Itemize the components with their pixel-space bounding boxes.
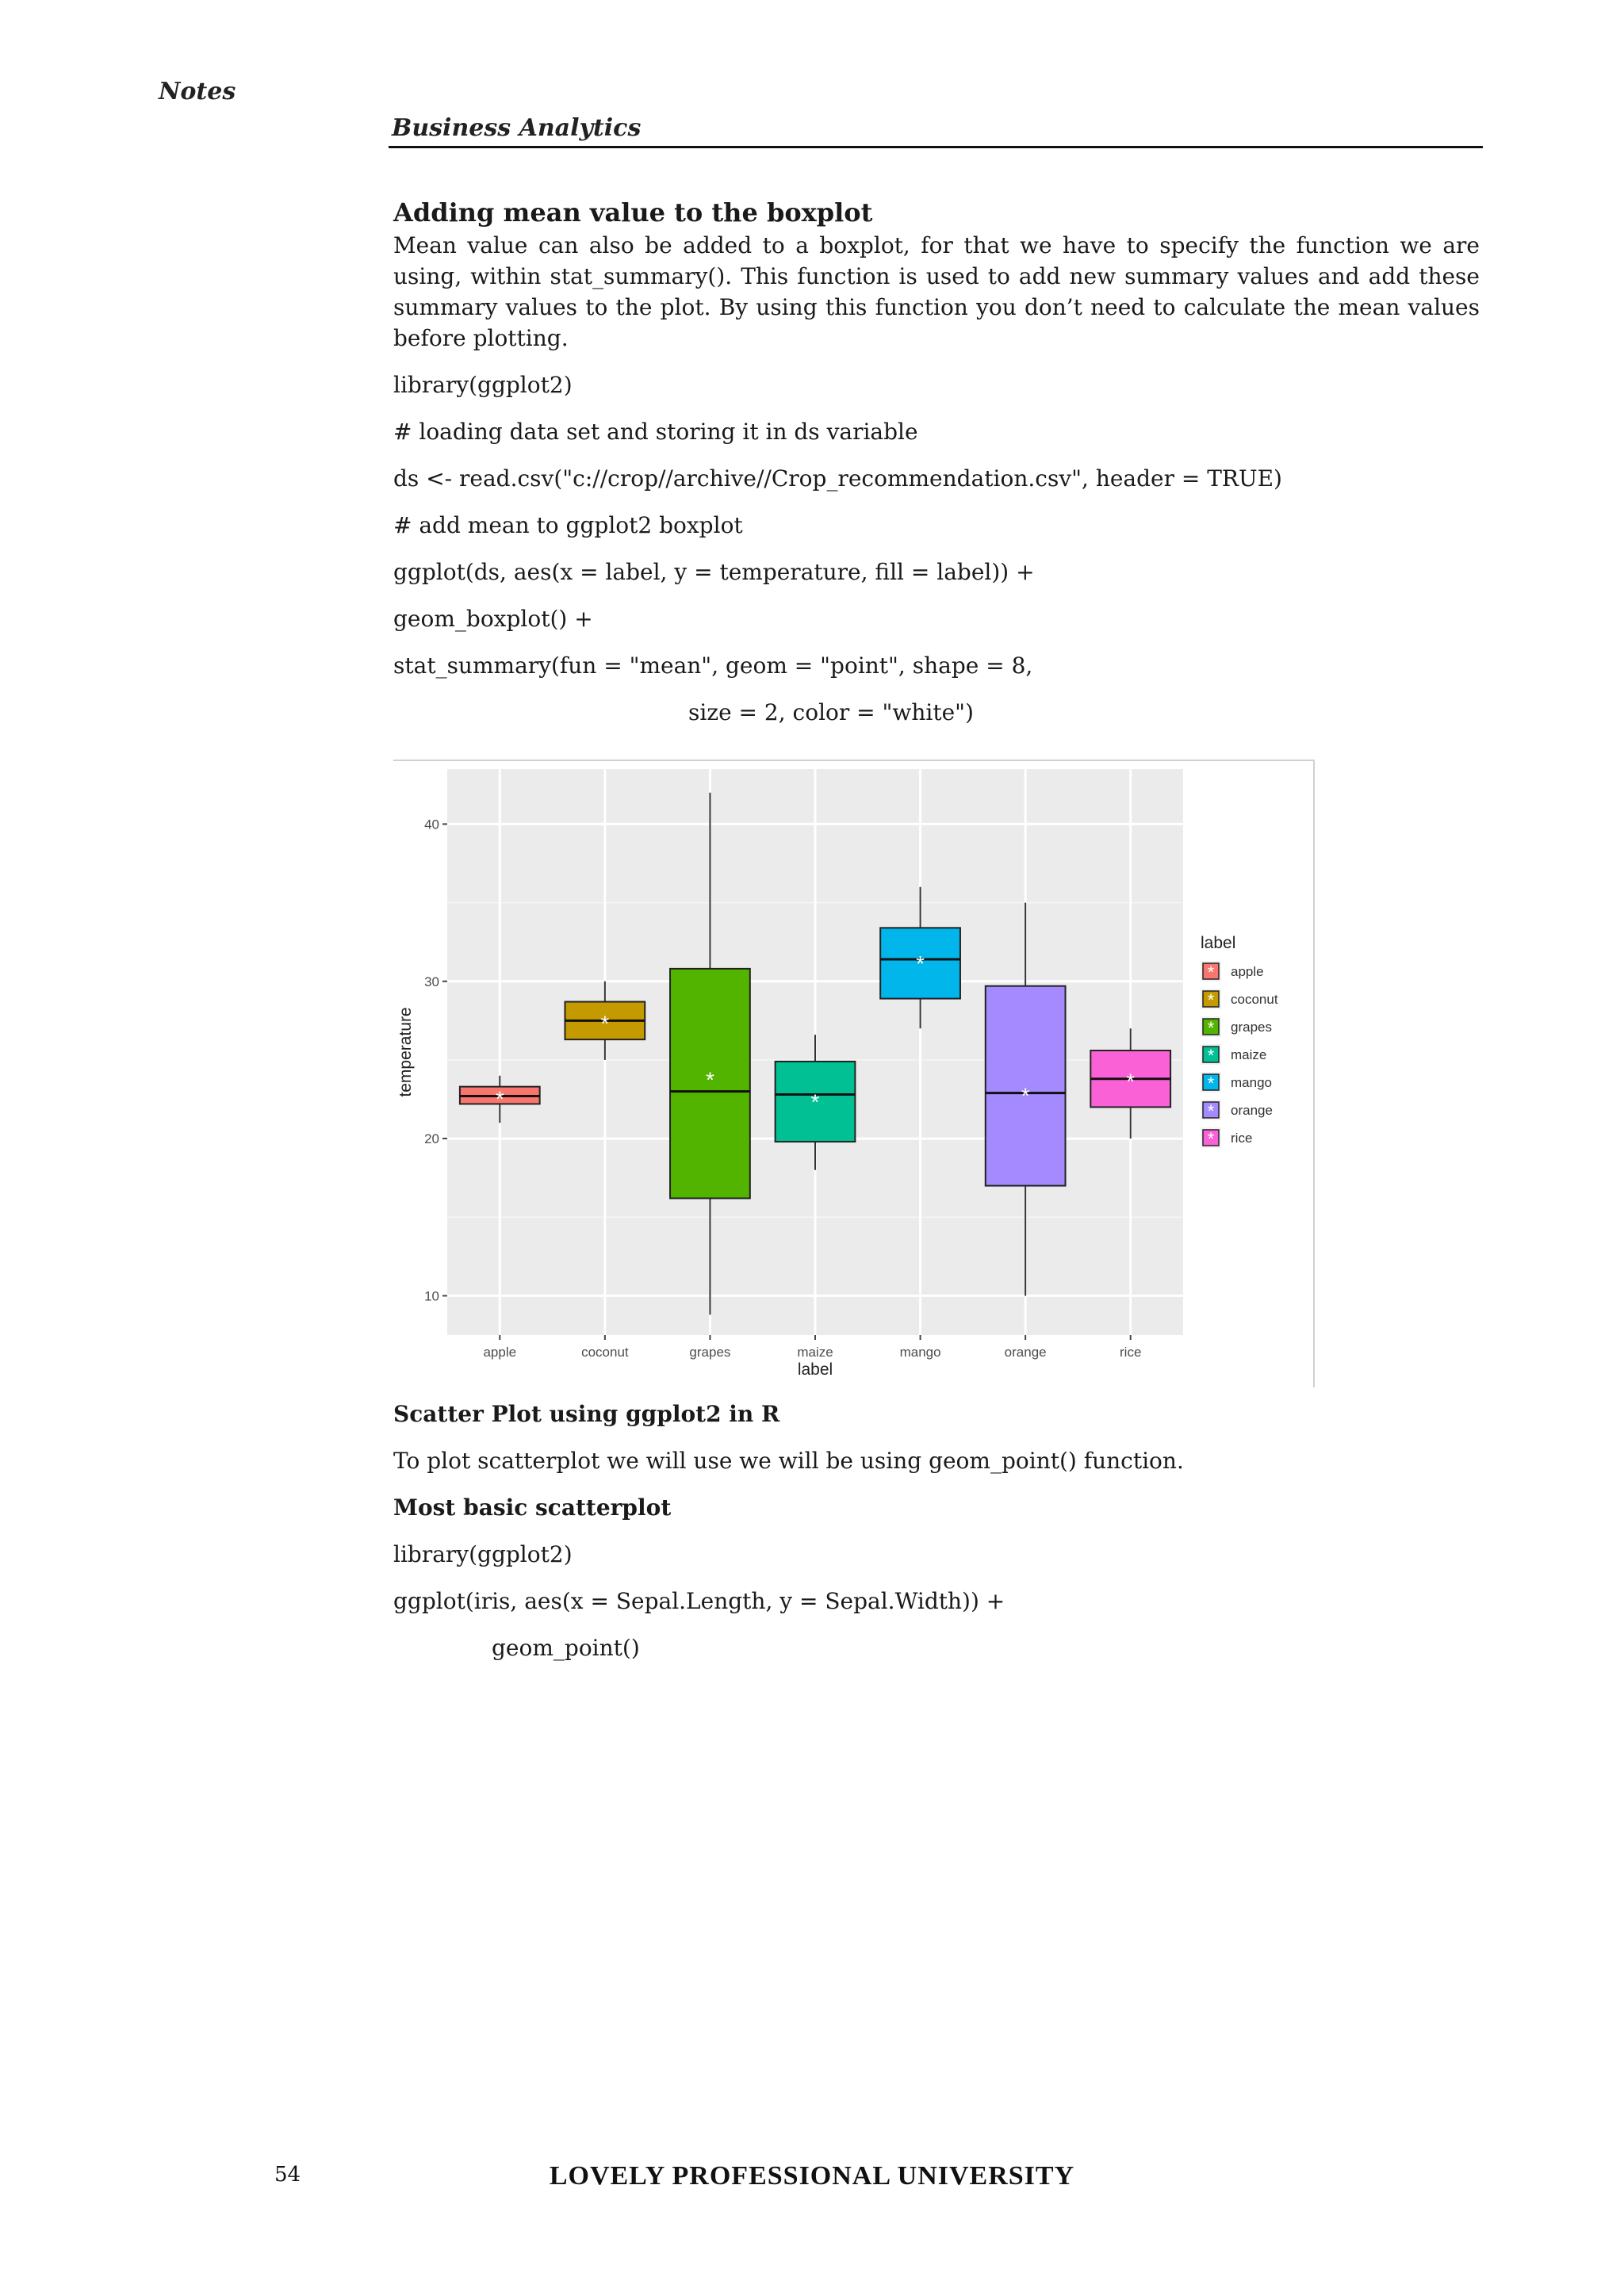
running-head: Business Analytics [392, 114, 642, 142]
mean-marker: * [600, 1011, 610, 1036]
legend-mean-marker: * [1207, 990, 1215, 1010]
legend-label: rice [1231, 1131, 1253, 1146]
code-line: stat_summary(fun = "mean", geom = "point", shape = 8, [393, 652, 1033, 679]
legend-mean-marker: * [1207, 1101, 1215, 1121]
scatter-section-title: Scatter Plot using ggplot2 in R [393, 1401, 780, 1427]
page-number: 54 [274, 2163, 301, 2187]
code-line: ds <- read.csv("c://crop//archive//Crop_recommendation.csv", header = TRUE) [393, 465, 1282, 492]
legend-label: grapes [1231, 1020, 1272, 1035]
x-tick-label: maize [797, 1345, 833, 1360]
main-content [393, 195, 1480, 744]
code-line: ggplot(iris, aes(x = Sepal.Length, y = Sepal.Width)) + [393, 1588, 1005, 1614]
x-tick-label: orange [1004, 1345, 1047, 1360]
legend-mean-marker: * [1207, 1129, 1215, 1149]
legend-label: orange [1231, 1103, 1273, 1118]
x-tick-label: grapes [689, 1345, 731, 1360]
code-line-continuation: geom_point() [492, 1635, 640, 1661]
y-tick-label: 30 [424, 974, 439, 989]
legend-mean-marker: * [1207, 1073, 1215, 1093]
code-line: ggplot(ds, aes(x = label, y = temperature, fill = label)) + [393, 559, 1035, 585]
boxplot-chart [393, 761, 1313, 1387]
legend-title: label [1201, 934, 1236, 952]
mean-marker: * [916, 951, 925, 976]
code-line: library(ggplot2) [393, 1541, 573, 1567]
y-tick-label: 10 [424, 1288, 439, 1304]
y-axis-title: temperature [396, 1007, 415, 1097]
code-line: # loading data set and storing it in ds variable [393, 419, 918, 445]
code-line: # add mean to ggplot2 boxplot [393, 512, 743, 538]
mean-marker: * [1126, 1069, 1136, 1094]
header-rule [389, 146, 1483, 148]
x-tick-label: apple [483, 1345, 517, 1360]
boxplot-figure [393, 760, 1315, 1387]
code-line: geom_boxplot() + [393, 606, 593, 632]
x-tick-label: rice [1120, 1345, 1142, 1360]
section-title: Adding mean value to the boxplot [393, 197, 873, 228]
footer-university: LOVELY PROFESSIONAL UNIVERSITY [549, 2161, 1075, 2191]
x-tick-label: coconut [581, 1345, 629, 1360]
code-line-continuation: size = 2, color = "white") [688, 699, 974, 725]
scatter-paragraph: To plot scatterplot we will use we will be using geom_point() function. [393, 1448, 1184, 1474]
mean-marker: * [1021, 1083, 1030, 1108]
y-tick-label: 20 [424, 1131, 439, 1147]
code-line: library(ggplot2) [393, 372, 573, 398]
legend-label: apple [1231, 964, 1264, 979]
mean-marker: * [495, 1086, 504, 1112]
y-tick-label: 40 [424, 817, 439, 832]
mean-marker: * [705, 1067, 714, 1093]
scatter-subtitle: Most basic scatterplot [393, 1494, 672, 1521]
legend-mean-marker: * [1207, 1018, 1215, 1038]
scatter-section [393, 1399, 1480, 1679]
x-axis-title: label [797, 1360, 833, 1379]
legend-label: maize [1231, 1047, 1267, 1062]
section-paragraph: Mean value can also be added to a boxplot, for that we have to specify the function we are using, within stat_summary(). This function is used to add new summary values and add these summary values to the plot. By using this function you don’t need to calculate the mean values before plotting. [393, 232, 1480, 351]
legend-mean-marker: * [1207, 962, 1215, 982]
legend-label: coconut [1231, 992, 1278, 1007]
mean-marker: * [810, 1089, 820, 1115]
x-tick-label: mango [899, 1345, 941, 1360]
notes-label: Notes [159, 78, 236, 105]
legend-label: mango [1231, 1075, 1272, 1090]
legend-mean-marker: * [1207, 1046, 1215, 1066]
